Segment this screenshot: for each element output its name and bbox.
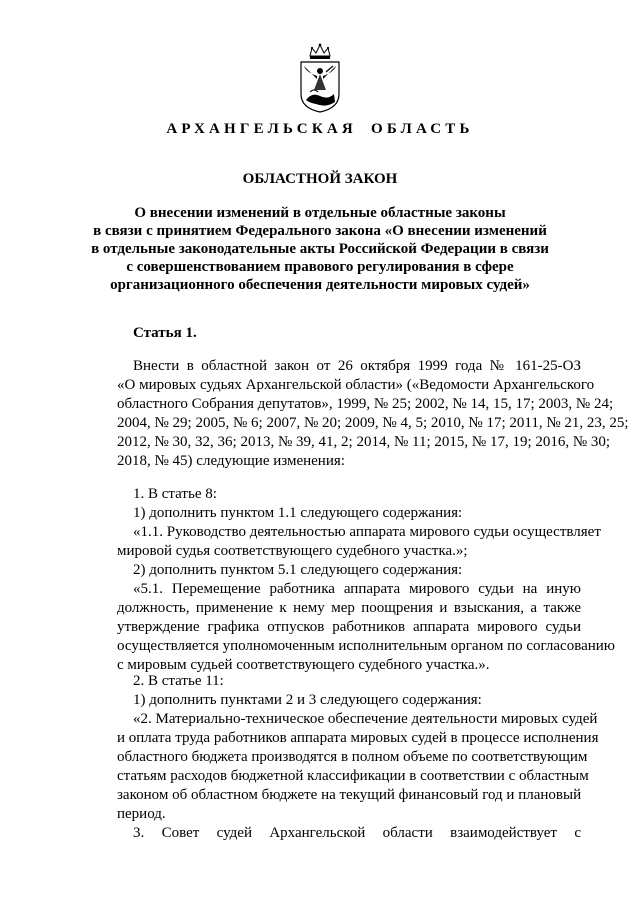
text-line: «5.1. Перемещение работника аппарата мирового судьи на иную — [133, 581, 581, 597]
text-line: «О мировых судьях Архангельской области» («Ведомости Архангельского — [117, 377, 595, 393]
text-line: областного Собрания депутатов», 1999, № 25; 2002, № 14, 15, 17; 2003, № 24; — [117, 396, 614, 412]
law-title-line: в связи с принятием Федерального закона «О внесении изменений — [93, 223, 547, 239]
text-line: с мировым судьей соответствующего судебного участка.». — [117, 657, 490, 673]
section-11-block — [117, 672, 599, 843]
text-line: и оплата труда работников аппарата мировых судей в процессе исполнения — [117, 730, 599, 746]
text-line: статьям расходов бюджетной классификации в соответствии с областным — [117, 768, 589, 784]
law-title-line: в отдельные законодательные акты Российской Федерации в связи — [91, 241, 549, 257]
article-heading: Статья 1. — [133, 325, 197, 341]
law-title — [90, 204, 550, 294]
text-line: утверждение графика отпусков работников аппарата мирового судьи — [117, 619, 581, 635]
region-word-1: АРХАНГЕЛЬСКАЯ — [166, 121, 357, 137]
text-line: 1) дополнить пунктом 1.1 следующего содержания: — [133, 505, 463, 521]
text-line: мировой судья соответствующего судебного участка.»; — [117, 543, 468, 559]
coat-of-arms-emblem — [298, 42, 342, 114]
region-word-2: ОБЛАСТЬ — [370, 121, 474, 137]
text-line: 3. Совет судей Архангельской области взаимодействует с — [133, 825, 581, 841]
text-line: 2. В статье 11: — [133, 673, 224, 689]
text-line: 2004, № 29; 2005, № 6; 2007, № 20; 2009, № 4, 5; 2010, № 17; 2011, № 21, 23, 25; — [117, 415, 629, 431]
text-line: 1) дополнить пунктами 2 и 3 следующего содержания: — [133, 692, 482, 708]
text-line: 2018, № 45) следующие изменения: — [117, 453, 345, 469]
region-name — [0, 121, 640, 138]
text-line: период. — [117, 806, 166, 822]
law-title-line: О внесении изменений в отдельные областные законы — [134, 205, 506, 221]
text-line: осуществляется уполномоченным исполнительным органом по согласованию — [117, 638, 616, 654]
text-line: должность, применение к нему мер поощрения и взыскания, а также — [117, 600, 581, 616]
section-8-block — [117, 485, 616, 675]
law-title-line: организационного обеспечения деятельности мировых судей» — [110, 277, 530, 293]
law-title-line: с совершенствованием правового регулирования в сфере — [126, 259, 514, 275]
text-line: областного бюджета производятся в полном объеме по соответствующим — [117, 749, 588, 765]
text-line: «2. Материально-техническое обеспечение деятельности мировых судей — [133, 711, 598, 727]
text-line: 2012, № 30, 32, 36; 2013, № 39, 41, 2; 2014, № 11; 2015, № 17, 19; 2016, № 30; — [117, 434, 611, 450]
text-line: «1.1. Руководство деятельностью аппарата мирового судьи осуществляет — [133, 524, 601, 540]
law-type-heading: ОБЛАСТНОЙ ЗАКОН — [242, 171, 398, 187]
text-line: Внести в областной закон от 26 октября 1999 года № 161-25-ОЗ — [133, 358, 581, 374]
text-line: законом об областном бюджете на текущий финансовый год и плановый — [117, 787, 582, 803]
text-line: 2) дополнить пунктом 5.1 следующего содержания: — [133, 562, 463, 578]
article-intro-paragraph — [117, 357, 629, 471]
text-line: 1. В статье 8: — [133, 486, 217, 502]
